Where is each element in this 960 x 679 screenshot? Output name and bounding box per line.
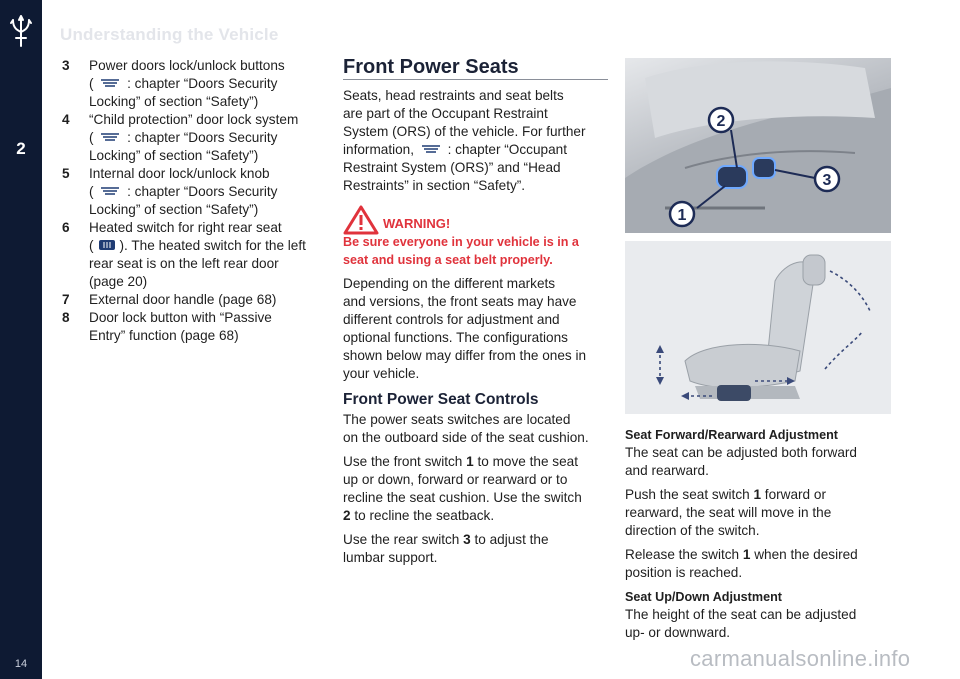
heated-seat-icon <box>96 239 118 251</box>
warning-title: WARNING! <box>383 216 451 231</box>
list-item: 6 Heated switch for right rear seat ( ). The heated switch for the left rear seat is on the left rear door (page 20) <box>62 220 306 289</box>
left-column <box>62 57 327 345</box>
safety-reference-icon <box>99 131 121 143</box>
seat-diagram-illustration <box>625 241 891 414</box>
seat-adjustment-diagram <box>625 241 891 414</box>
safety-reference-icon <box>99 185 121 197</box>
seat-controls-illustration <box>625 58 891 233</box>
safety-reference-icon <box>420 143 442 155</box>
svg-text:3: 3 <box>822 172 832 189</box>
warning-triangle-icon <box>343 205 379 235</box>
list-item: 7 External door handle (page 68) <box>62 292 277 307</box>
push-switch-paragraph: Push the seat switch 1 forward or rearward, the seat will move in the direction of the switch. <box>625 487 832 538</box>
list-item: 5 Internal door lock/unlock knob ( : chapter “Doors Security Locking” of section “Safety”) <box>62 166 278 217</box>
seat-controls-photo <box>625 58 891 233</box>
warning-header <box>343 205 611 233</box>
list-item: 4 “Child protection” door lock system ( : chapter “Doors Security Locking” of section “Safety”) <box>62 112 299 163</box>
intro-paragraph: Seats, head restraints and seat belts are part of the Occupant Restraint System (ORS) of the vehicle. For further information, : chapter “Occupant Restraint System (ORS)” and “Head Restraints” in section “Safety”. <box>343 88 586 193</box>
trident-logo-icon <box>9 14 33 48</box>
chapter-sidebar <box>0 0 42 679</box>
chapter-number: 2 <box>16 139 26 158</box>
list-item: 8 Door lock button with “Passive Entry” function (page 68) <box>62 310 272 343</box>
forward-adjust-paragraph: The seat can be adjusted both forward and rearward. <box>625 445 857 478</box>
updown-adjust-heading: Seat Up/Down Adjustment <box>625 590 782 604</box>
location-paragraph: The power seats switches are located on the outboard side of the seat cushion. <box>343 412 589 445</box>
section-header: Understanding the Vehicle <box>60 25 279 44</box>
release-switch-paragraph: Release the switch 1 when the desired position is reached. <box>625 547 858 580</box>
rear-switch-paragraph: Use the rear switch 3 to adjust the lumbar support. <box>343 532 549 565</box>
front-switch-paragraph: Use the front switch 1 to move the seat up or down, forward or rearward or to recline the seat cushion. Use the switch 2 to recline the seatback. <box>343 454 582 523</box>
svg-text:2: 2 <box>716 113 726 130</box>
section-subtitle: Front Power Seat Controls <box>343 391 539 408</box>
page-title: Front Power Seats <box>343 56 519 78</box>
middle-column <box>343 87 611 573</box>
watermark: carmanualsonline.info <box>690 646 911 671</box>
svg-text:1: 1 <box>677 207 687 224</box>
updown-adjust-paragraph: The height of the seat can be adjusted up- or downward. <box>625 607 857 640</box>
forward-adjust-heading: Seat Forward/Rearward Adjustment <box>625 428 838 442</box>
warning-text: Be sure everyone in your vehicle is in a seat and using a seat belt properly. <box>343 235 579 267</box>
markets-paragraph: Depending on the different markets and versions, the front seats may have different controls for adjustment and optional functions. The configurations shown below may differ from the ones in your vehicle. <box>343 276 587 381</box>
safety-reference-icon <box>99 77 121 89</box>
page-number: 14 <box>14 658 28 670</box>
title-divider <box>343 79 608 80</box>
list-item: 3 Power doors lock/unlock buttons ( : chapter “Doors Security Locking” of section “Safety”) <box>62 58 285 109</box>
right-column <box>625 426 895 648</box>
